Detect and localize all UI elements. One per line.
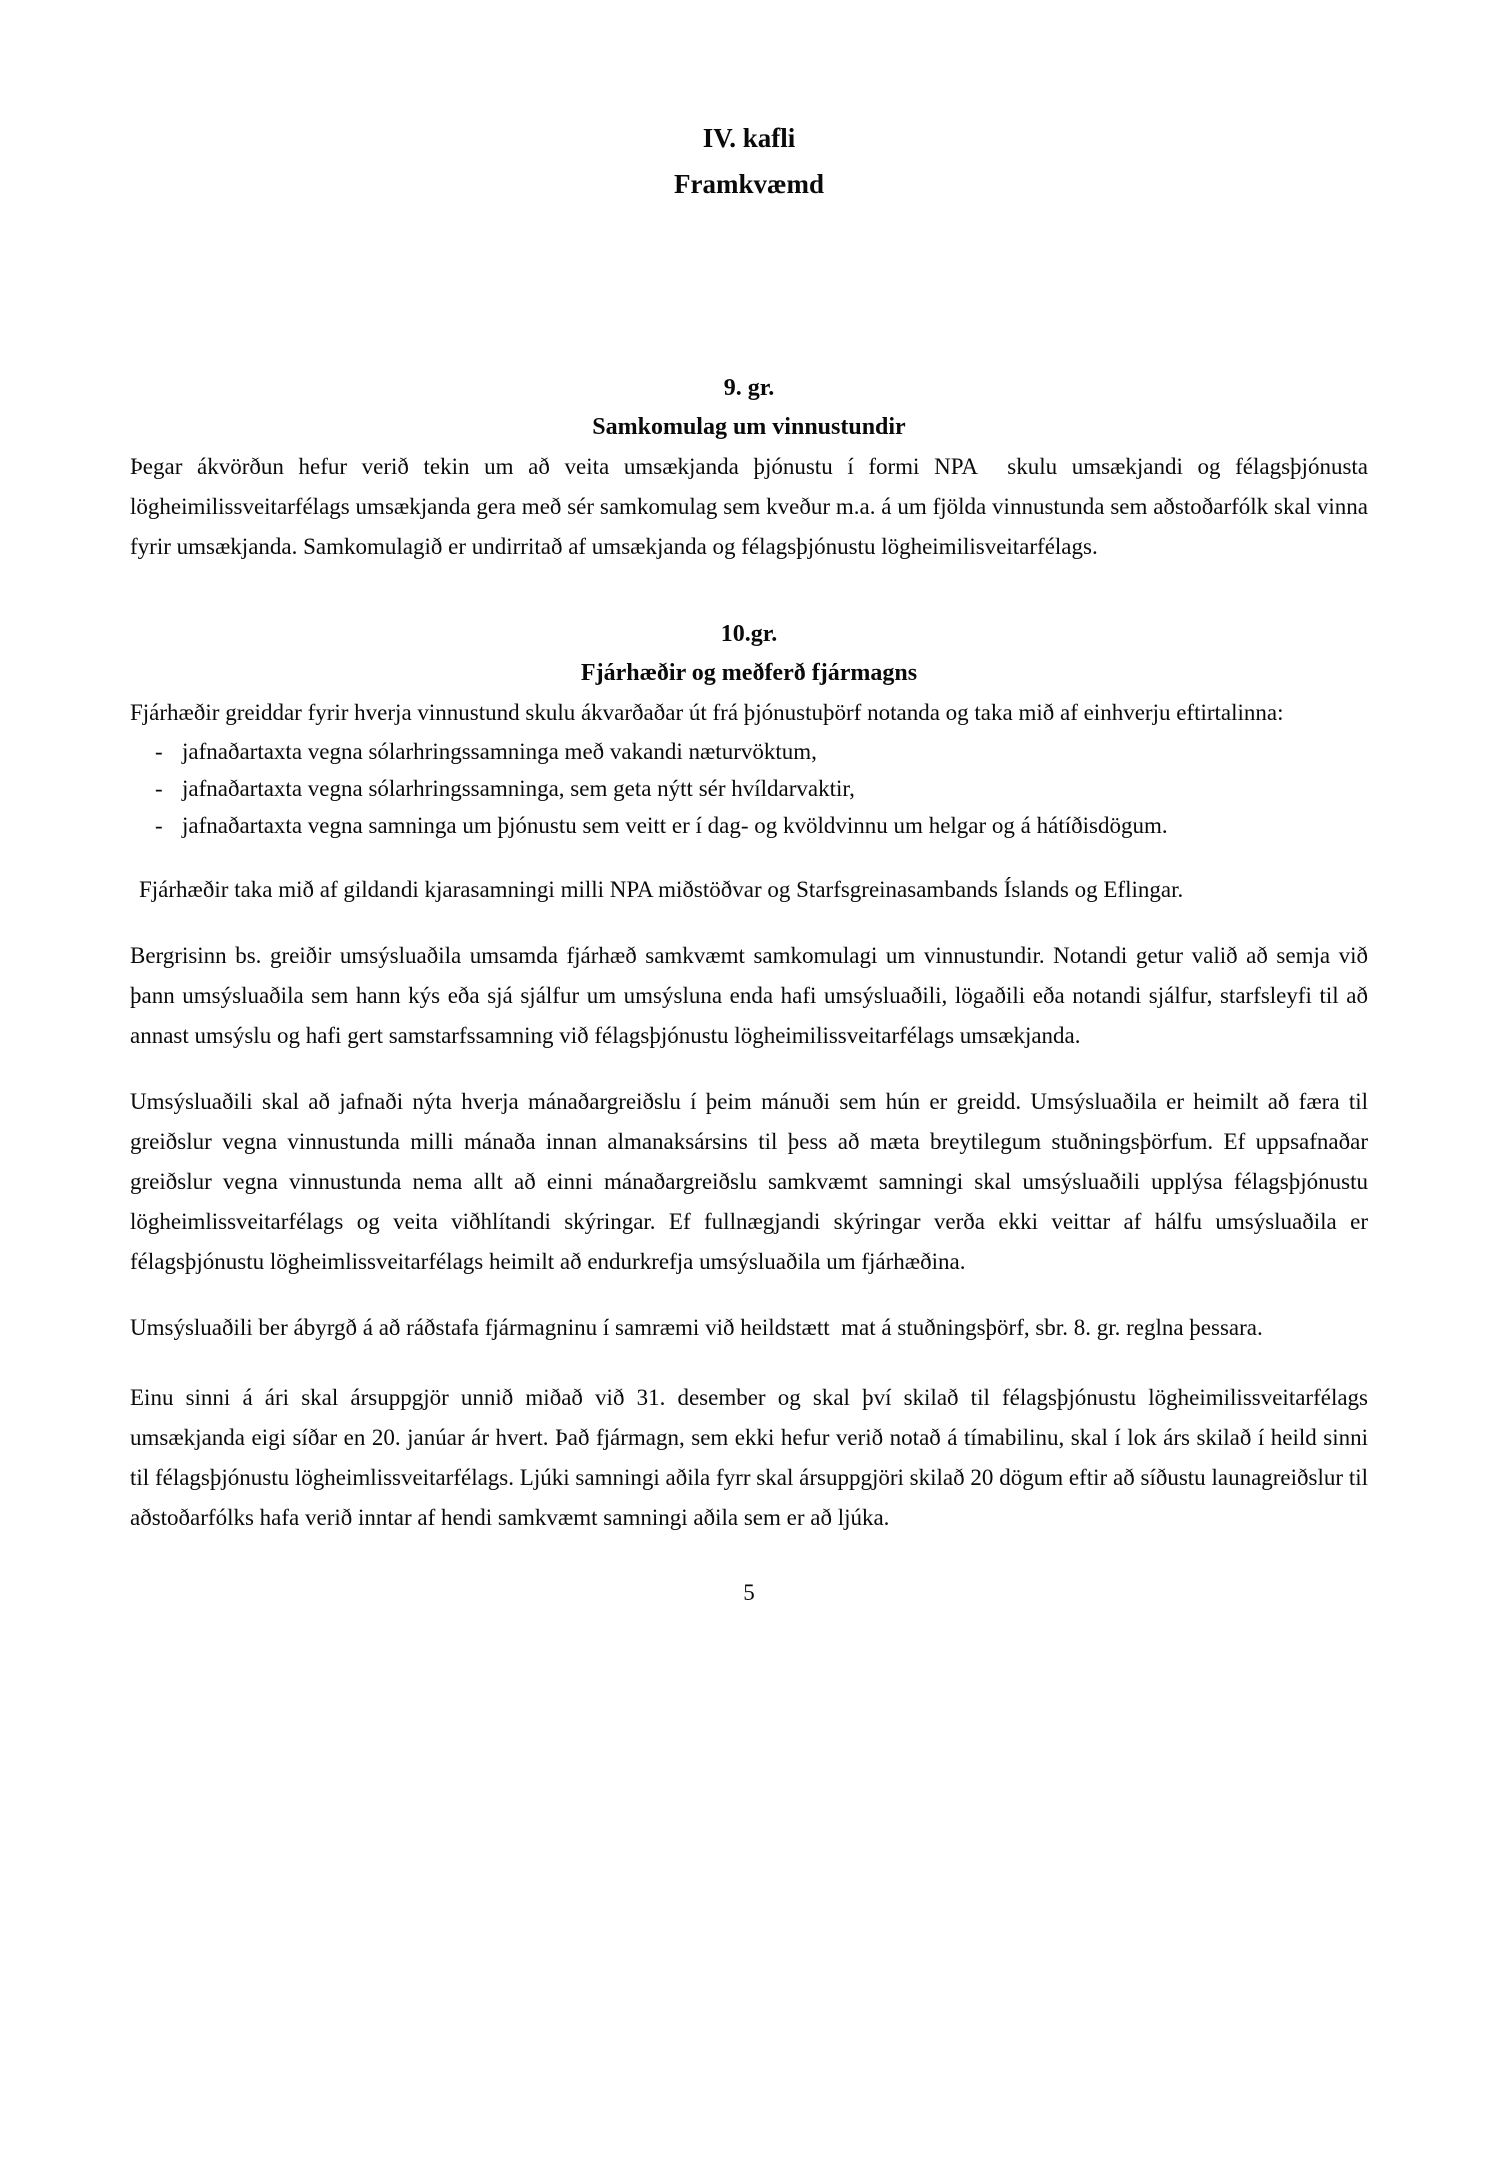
dash-marker: -: [155, 776, 163, 801]
paragraph: Fjárhæðir taka mið af gildandi kjarasamningi milli NPA miðstöðvar og Starfsgreinasambands Íslands og Eflingar.: [139, 877, 1184, 902]
dash-list: [130, 733, 1368, 844]
chapter-title: Framkvæmd: [674, 169, 824, 199]
section-9-title: Samkomulag um vinnustundir: [592, 414, 906, 440]
section-9-number: 9. gr.: [723, 375, 775, 401]
chapter-header: [130, 115, 1368, 207]
list-item: [130, 770, 1368, 807]
page-footer: [130, 1573, 1368, 1613]
paragraph: Umsýsluaðili ber ábyrgð á að ráðstafa fjármagninu í samræmi við heildstætt mat á stuðningsþörf, sbr. 8. gr. reglna þessara.: [130, 1315, 1263, 1340]
list-item: [130, 733, 1368, 770]
page-number: 5: [743, 1580, 755, 1605]
dash-marker: -: [155, 813, 163, 838]
dash-marker: -: [155, 739, 163, 764]
section-10-title: Fjárhæðir og meðferð fjármagns: [580, 660, 918, 686]
paragraph: Þegar ákvörðun hefur verið tekin um að veita umsækjanda þjónustu í formi NPA skulu umsækjandi og félagsþjónusta lögheimilissveitarfélags umsækjanda gera með sér samkomulag sem kveður m.a. á um fjölda vinnustunda sem aðstoðarfólk skal vinna fyrir umsækjanda. Samkomulagið er undirritað af umsækjanda og félagsþjónustu lögheimilisveitarfélags.: [130, 454, 1368, 559]
paragraph: Bergrisinn bs. greiðir umsýsluaðila umsamda fjárhæð samkvæmt samkomulagi um vinnustundir. Notandi getur valið að semja við þann umsýsluaðila sem hann kýs eða sjá sjálfur um umsýsluna enda hafi umsýsluaðili, lögaðili eða notandi sjálfur, starfsleyfi til að annast umsýslu og hafi gert samstarfssamning við félagsþjónustu lögheimilissveitarfélags umsækjanda.: [130, 943, 1368, 1048]
list-item-text: jafnaðartaxta vegna sólarhringssamninga, sem geta nýtt sér hvíldarvaktir,: [182, 776, 855, 801]
list-item-text: jafnaðartaxta vegna sólarhringssamninga með vakandi næturvöktum,: [182, 739, 817, 764]
paragraph: Umsýsluaðili skal að jafnaði nýta hverja mánaðargreiðslu í þeim mánuði sem hún er greidd. Umsýsluaðila er heimilt að færa til greiðslur vegna vinnustunda milli mánaða innan almanaksársins til þess að mæta breytilegum stuðningsþörfum. Ef uppsafnaðar greiðslur vegna vinnustunda nema allt að einni mánaðargreiðslu samkvæmt samningi skal umsýsluaðili upplýsa félagsþjónustu lögheimlissveitarfélags og veita viðhlítandi skýringar. Ef fullnægjandi skýringar verða ekki veittar af hálfu umsýsluaðila er félagsþjónustu lögheimlissveitarfélags heimilt að endurkrefja umsýsluaðila um fjárhæðina.: [130, 1089, 1368, 1274]
section-10-number: 10.gr.: [720, 621, 778, 647]
chapter-number: IV. kafli: [702, 123, 796, 153]
list-item: [130, 807, 1368, 844]
section-10-gr: [130, 615, 1368, 1538]
list-item-text: jafnaðartaxta vegna samninga um þjónustu sem veitt er í dag- og kvöldvinnu um helgar og á hátíðisdögum.: [182, 813, 1168, 838]
paragraph: Einu sinni á ári skal ársuppgjör unnið miðað við 31. desember og skal því skilað til félagsþjónustu lögheimilissveitarfélags umsækjanda eigi síðar en 20. janúar ár hvert. Það fjármagn, sem ekki hefur verið notað á tímabilinu, skal í lok árs skilað í heild sinni til félagsþjónustu lögheimlissveitarfélags. Ljúki samningi aðila fyrr skal ársuppgjöri skilað 20 dögum eftir að síðustu launagreiðslur til aðstoðarfólks hafa verið inntar af hendi samkvæmt samningi aðila sem er að ljúka.: [130, 1385, 1368, 1530]
paragraph: Fjárhæðir greiddar fyrir hverja vinnustund skulu ákvarðaðar út frá þjónustuþörf notanda og taka mið af einhverju eftirtalinna:: [130, 700, 1284, 725]
section-9-gr: [130, 369, 1368, 567]
